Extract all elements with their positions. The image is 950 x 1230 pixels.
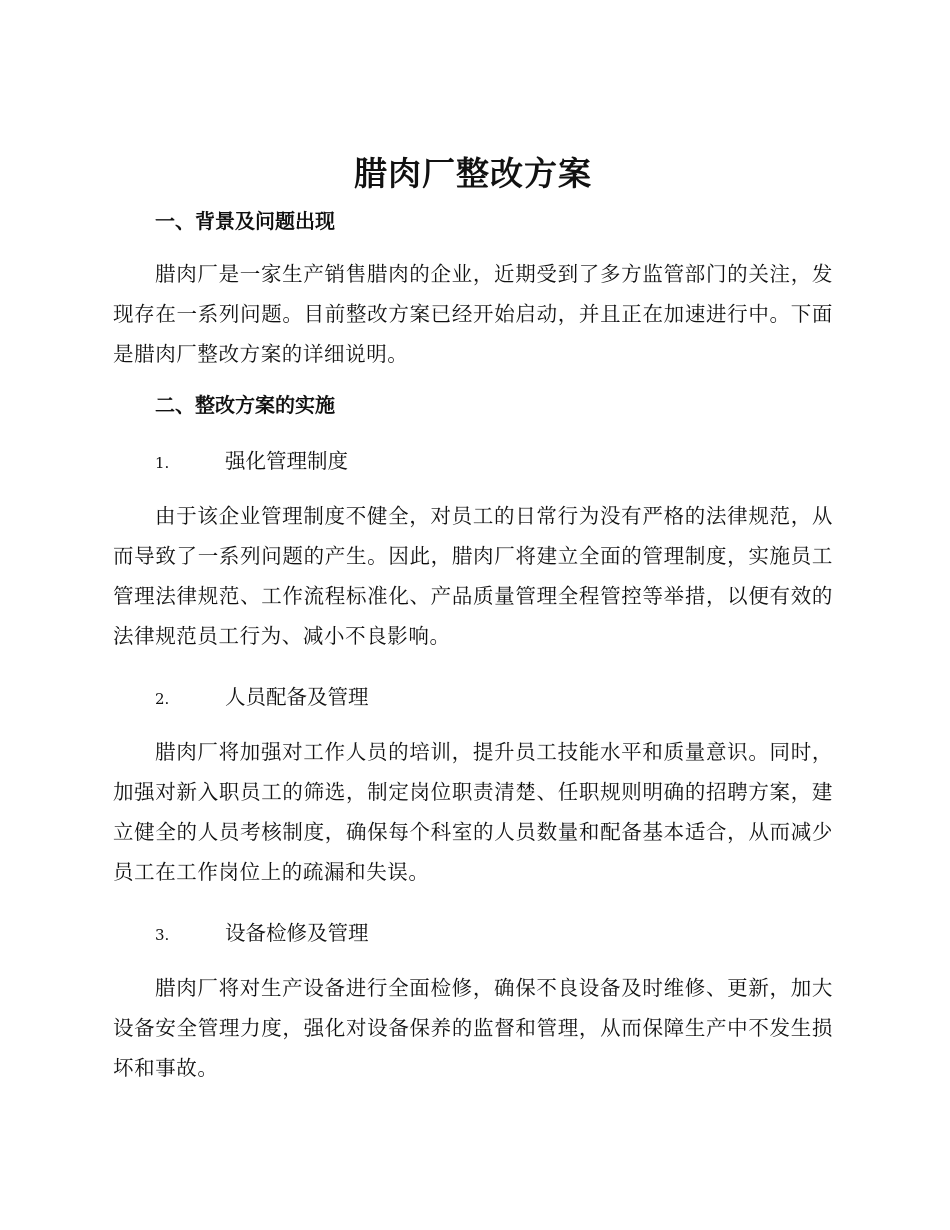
document-page xyxy=(113,150,833,1088)
list-item-number: 3. xyxy=(155,926,170,944)
paragraph-equipment: 腊肉厂将对生产设备进行全面检修，确保不良设备及时维修、更新，加大设备安全管理力度，强化对设备保养的监督和管理，从而保障生产中不发生损坏和事故。 xyxy=(113,976,833,1080)
list-item-title: 人员配备及管理 xyxy=(225,685,369,709)
paragraph-staffing: 腊肉厂将加强对工作人员的培训，提升员工技能水平和质量意识。同时，加强对新入职员工的筛选，制定岗位职责清楚、任职规则明确的招聘方案，建立健全的人员考核制度，确保每个科室的人员数量和配备基本适合，从而减少员工在工作岗位上的疏漏和失误。 xyxy=(113,740,833,884)
section-heading-implementation: 二、整改方案的实施 xyxy=(155,393,335,417)
document-title: 腊肉厂整改方案 xyxy=(354,154,592,193)
list-item-1 xyxy=(113,446,833,478)
list-item-number: 1. xyxy=(155,454,170,472)
list-item-2 xyxy=(113,682,833,714)
paragraph-management-system: 由于该企业管理制度不健全，对员工的日常行为没有严格的法律规范，从而导致了一系列问题的产生。因此，腊肉厂将建立全面的管理制度，实施员工管理法律规范、工作流程标准化、产品质量管理全程管控等举措，以便有效的法律规范员工行为、减小不良影响。 xyxy=(113,504,833,648)
section-heading-background: 一、背景及问题出现 xyxy=(155,209,335,233)
list-item-number: 2. xyxy=(155,690,170,708)
paragraph-background: 腊肉厂是一家生产销售腊肉的企业，近期受到了多方监管部门的关注，发现存在一系列问题。目前整改方案已经开始启动，并且正在加速进行中。下面是腊肉厂整改方案的详细说明。 xyxy=(113,262,833,366)
list-item-title: 设备检修及管理 xyxy=(225,921,369,945)
list-item-title: 强化管理制度 xyxy=(225,449,348,473)
list-item-3 xyxy=(113,918,833,950)
